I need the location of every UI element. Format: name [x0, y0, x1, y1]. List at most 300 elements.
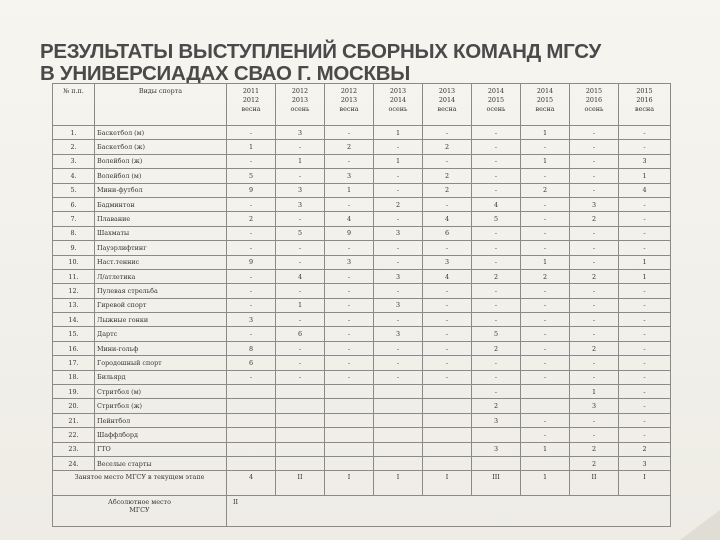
header-season-part: осень — [388, 105, 408, 113]
result-cell: - — [423, 356, 472, 370]
result-cell: - — [227, 269, 276, 283]
result-cell: - — [521, 327, 570, 341]
result-cell: 3 — [423, 255, 472, 269]
result-cell: 5 — [472, 212, 521, 226]
row-sport: Мини-гольф — [95, 341, 227, 355]
result-cell: - — [570, 370, 619, 384]
table-row — [53, 428, 671, 442]
result-cell: 5 — [472, 327, 521, 341]
row-sport: Дартс — [95, 327, 227, 341]
result-cell: - — [423, 298, 472, 312]
result-cell: - — [423, 197, 472, 211]
result-cell: - — [619, 399, 671, 413]
corner-decoration-icon — [660, 500, 720, 540]
table-row — [53, 370, 671, 384]
result-cell: 8 — [227, 341, 276, 355]
header-season-part: 2015 — [536, 96, 554, 104]
result-cell: - — [570, 140, 619, 154]
row-sport: Баскетбол (ж) — [95, 140, 227, 154]
table-row — [53, 356, 671, 370]
header-season-part: 2016 — [585, 96, 603, 104]
result-cell — [423, 413, 472, 427]
table-row — [53, 154, 671, 168]
header-season-8 — [570, 84, 619, 126]
table-row — [53, 313, 671, 327]
result-cell: 4 — [423, 212, 472, 226]
result-cell: - — [472, 284, 521, 298]
result-cell: - — [227, 197, 276, 211]
row-sport: Бадминтон — [95, 197, 227, 211]
row-number: 20. — [53, 399, 95, 413]
absolute-label: Абсолютное место МГСУ — [108, 498, 171, 515]
result-cell: - — [423, 241, 472, 255]
result-cell: - — [472, 241, 521, 255]
result-cell: - — [325, 327, 374, 341]
result-cell: 2 — [472, 269, 521, 283]
result-cell: - — [619, 298, 671, 312]
place-cell: I — [374, 471, 423, 496]
result-cell: 4 — [619, 183, 671, 197]
result-cell — [276, 456, 325, 470]
header-season-part: 2015 — [585, 87, 603, 95]
result-cell — [374, 428, 423, 442]
result-cell: - — [227, 327, 276, 341]
result-cell: 1 — [521, 442, 570, 456]
row-number: 5. — [53, 183, 95, 197]
result-cell — [521, 399, 570, 413]
row-number: 6. — [53, 197, 95, 211]
result-cell: 3 — [570, 197, 619, 211]
result-cell: 1 — [374, 154, 423, 168]
result-cell: 2 — [570, 456, 619, 470]
result-cell: - — [521, 341, 570, 355]
result-cell: - — [325, 126, 374, 140]
result-cell: - — [619, 241, 671, 255]
result-cell: - — [521, 356, 570, 370]
result-cell: - — [276, 370, 325, 384]
result-cell: - — [570, 154, 619, 168]
place-cell: 1 — [521, 471, 570, 496]
result-cell: - — [276, 313, 325, 327]
result-cell: - — [374, 169, 423, 183]
header-season-part: весна — [437, 105, 457, 113]
result-cell — [325, 456, 374, 470]
row-number: 7. — [53, 212, 95, 226]
row-sport: ГТО — [95, 442, 227, 456]
header-season-9 — [619, 84, 671, 126]
result-cell: 3 — [472, 413, 521, 427]
result-cell: - — [325, 341, 374, 355]
result-cell: 1 — [227, 140, 276, 154]
result-cell: 1 — [276, 154, 325, 168]
result-cell: - — [374, 140, 423, 154]
result-cell: 3 — [619, 456, 671, 470]
result-cell: - — [570, 183, 619, 197]
result-cell — [276, 428, 325, 442]
result-cell: 3 — [325, 169, 374, 183]
place-cell: I — [619, 471, 671, 496]
result-cell — [325, 385, 374, 399]
result-cell — [276, 413, 325, 427]
header-season-part: 2012 — [242, 96, 260, 104]
result-cell: - — [423, 126, 472, 140]
result-cell: 3 — [325, 255, 374, 269]
row-number: 18. — [53, 370, 95, 384]
header-num: № п.п. — [53, 84, 95, 126]
row-number: 11. — [53, 269, 95, 283]
result-cell: - — [570, 284, 619, 298]
table-row — [53, 327, 671, 341]
result-cell: - — [570, 356, 619, 370]
result-cell: - — [374, 313, 423, 327]
row-number: 10. — [53, 255, 95, 269]
table-row — [53, 140, 671, 154]
result-cell: 1 — [521, 255, 570, 269]
result-cell: - — [423, 154, 472, 168]
result-cell: 2 — [227, 212, 276, 226]
header-season-part: 2011 — [242, 87, 260, 95]
row-sport: Бильярд — [95, 370, 227, 384]
result-cell: 3 — [374, 298, 423, 312]
table-row — [53, 399, 671, 413]
result-cell: - — [570, 169, 619, 183]
result-cell: - — [570, 413, 619, 427]
result-cell: - — [276, 140, 325, 154]
header-season-4 — [374, 84, 423, 126]
result-cell — [472, 428, 521, 442]
result-cell: 6 — [423, 226, 472, 240]
row-number: 21. — [53, 413, 95, 427]
result-cell — [521, 456, 570, 470]
result-cell: - — [570, 298, 619, 312]
title-line-2: В УНИВЕРСИАДАХ СВАО Г. МОСКВЫ — [40, 62, 411, 85]
table-row — [53, 269, 671, 283]
table-row — [53, 226, 671, 240]
result-cell: 2 — [472, 399, 521, 413]
result-cell: 2 — [521, 269, 570, 283]
result-cell: - — [521, 370, 570, 384]
result-cell: - — [325, 313, 374, 327]
result-cell: - — [619, 370, 671, 384]
result-cell: 1 — [619, 169, 671, 183]
header-season-part: 2014 — [487, 87, 505, 95]
row-number: 23. — [53, 442, 95, 456]
row-sport: Шаффлборд — [95, 428, 227, 442]
result-cell: - — [472, 126, 521, 140]
header-season-part: 2013 — [438, 87, 456, 95]
header-season-part: осень — [290, 105, 310, 113]
row-number: 8. — [53, 226, 95, 240]
result-cell — [423, 456, 472, 470]
header-sport: Виды спорта — [95, 84, 227, 126]
row-number: 13. — [53, 298, 95, 312]
result-cell: 9 — [227, 183, 276, 197]
result-cell: - — [521, 298, 570, 312]
row-number: 19. — [53, 385, 95, 399]
result-cell: - — [227, 284, 276, 298]
row-sport: Волейбол (ж) — [95, 154, 227, 168]
result-cell: - — [276, 341, 325, 355]
result-cell: - — [227, 154, 276, 168]
result-cell: - — [570, 313, 619, 327]
result-cell: - — [619, 197, 671, 211]
place-cell: I — [423, 471, 472, 496]
result-cell: 2 — [619, 442, 671, 456]
absolute-row — [53, 496, 671, 527]
result-cell: - — [570, 428, 619, 442]
result-cell: - — [374, 284, 423, 298]
result-cell: 1 — [374, 126, 423, 140]
table-row — [53, 183, 671, 197]
row-sport: Городошный спорт — [95, 356, 227, 370]
result-cell: - — [619, 385, 671, 399]
result-cell: 9 — [325, 226, 374, 240]
result-cell: - — [619, 341, 671, 355]
row-number: 24. — [53, 456, 95, 470]
result-cell: 3 — [276, 126, 325, 140]
result-cell — [374, 442, 423, 456]
result-cell: 3 — [374, 269, 423, 283]
result-cell: 3 — [374, 327, 423, 341]
header-season-part: 2012 — [340, 87, 358, 95]
row-sport: Лыжные гонки — [95, 313, 227, 327]
result-cell: - — [472, 356, 521, 370]
row-number: 12. — [53, 284, 95, 298]
result-cell: - — [325, 269, 374, 283]
row-sport: Гиревой спорт — [95, 298, 227, 312]
row-sport: Пейнтбол — [95, 413, 227, 427]
place-cell: III — [472, 471, 521, 496]
table-row — [53, 442, 671, 456]
table-row — [53, 284, 671, 298]
result-cell: - — [521, 428, 570, 442]
result-cell: - — [423, 313, 472, 327]
result-cell: - — [227, 370, 276, 384]
result-cell: 4 — [472, 197, 521, 211]
result-cell — [374, 399, 423, 413]
result-cell: 3 — [570, 399, 619, 413]
result-cell: 1 — [619, 269, 671, 283]
result-cell: 6 — [227, 356, 276, 370]
result-cell: - — [227, 298, 276, 312]
result-cell: - — [374, 183, 423, 197]
result-cell — [227, 442, 276, 456]
result-cell — [374, 385, 423, 399]
result-cell: - — [570, 241, 619, 255]
table-row — [53, 126, 671, 140]
place-cell: 4 — [227, 471, 276, 496]
result-cell — [227, 413, 276, 427]
header-season-part: осень — [486, 105, 506, 113]
result-cell: - — [472, 226, 521, 240]
header-season-3 — [325, 84, 374, 126]
table-row — [53, 212, 671, 226]
result-cell: 3 — [276, 183, 325, 197]
result-cell: 4 — [423, 269, 472, 283]
place-cell: I — [325, 471, 374, 496]
result-cell: - — [472, 298, 521, 312]
result-cell: - — [374, 341, 423, 355]
row-number: 4. — [53, 169, 95, 183]
header-season-part: весна — [535, 105, 555, 113]
row-sport: Стритбол (ж) — [95, 399, 227, 413]
results-table — [52, 83, 671, 527]
result-cell: - — [374, 241, 423, 255]
result-cell: - — [423, 341, 472, 355]
row-number: 3. — [53, 154, 95, 168]
table-row — [53, 456, 671, 470]
result-cell: - — [227, 241, 276, 255]
table-row — [53, 413, 671, 427]
header-season-part: весна — [634, 105, 655, 113]
result-cell: - — [521, 212, 570, 226]
result-cell: 2 — [423, 140, 472, 154]
result-cell: - — [521, 169, 570, 183]
row-sport: Пулевая стрельба — [95, 284, 227, 298]
row-number: 1. — [53, 126, 95, 140]
result-cell: - — [521, 241, 570, 255]
result-cell: 3 — [374, 226, 423, 240]
row-number: 15. — [53, 327, 95, 341]
header-season-part: 2013 — [389, 87, 407, 95]
result-cell: - — [276, 255, 325, 269]
header-season-part: 2014 — [438, 96, 456, 104]
result-cell: 3 — [276, 197, 325, 211]
result-cell: - — [521, 284, 570, 298]
header-season-part: 2012 — [291, 87, 309, 95]
header-season-2 — [276, 84, 325, 126]
table-row — [53, 385, 671, 399]
row-number: 17. — [53, 356, 95, 370]
result-cell: - — [619, 140, 671, 154]
result-cell: - — [276, 212, 325, 226]
header-season-5 — [423, 84, 472, 126]
result-cell: 3 — [472, 442, 521, 456]
result-cell: - — [521, 313, 570, 327]
place-label: Занятое место МГСУ в текущем этапе — [53, 471, 227, 496]
header-season-part: осень — [584, 105, 604, 113]
result-cell: - — [423, 327, 472, 341]
result-cell: - — [423, 284, 472, 298]
result-cell — [325, 413, 374, 427]
result-cell: - — [325, 197, 374, 211]
header-season-part: 2015 — [636, 87, 653, 95]
place-cell: II — [276, 471, 325, 496]
result-cell: 2 — [570, 341, 619, 355]
result-cell — [276, 442, 325, 456]
result-cell: - — [619, 212, 671, 226]
result-cell: - — [472, 154, 521, 168]
result-cell: - — [472, 255, 521, 269]
row-sport: Плавание — [95, 212, 227, 226]
result-cell: - — [276, 241, 325, 255]
result-cell: 4 — [276, 269, 325, 283]
result-cell: 2 — [570, 442, 619, 456]
title-line-1: РЕЗУЛЬТАТЫ ВЫСТУПЛЕНИЙ СБОРНЫХ КОМАНД МГСУ — [40, 40, 601, 63]
result-cell: 1 — [276, 298, 325, 312]
result-cell: - — [276, 169, 325, 183]
header-season-6 — [472, 84, 521, 126]
table-row — [53, 341, 671, 355]
result-cell: - — [619, 226, 671, 240]
header-season-part: 2014 — [536, 87, 554, 95]
result-cell: - — [570, 226, 619, 240]
result-cell: - — [325, 241, 374, 255]
result-cell — [227, 428, 276, 442]
result-cell: 3 — [227, 313, 276, 327]
table-row — [53, 298, 671, 312]
result-cell — [472, 456, 521, 470]
result-cell: - — [521, 413, 570, 427]
result-cell: - — [570, 126, 619, 140]
result-cell: 2 — [570, 212, 619, 226]
row-sport: Пауэрлифтинг — [95, 241, 227, 255]
result-cell — [423, 399, 472, 413]
result-cell — [276, 399, 325, 413]
result-cell: - — [619, 284, 671, 298]
result-cell: 2 — [325, 140, 374, 154]
table-row — [53, 169, 671, 183]
header-season-7 — [521, 84, 570, 126]
result-cell: - — [619, 413, 671, 427]
result-cell — [325, 399, 374, 413]
header-season-part: 2016 — [636, 96, 653, 104]
row-sport: Стритбол (м) — [95, 385, 227, 399]
title-block — [22, 4, 622, 84]
result-cell — [325, 442, 374, 456]
result-cell: - — [472, 385, 521, 399]
result-cell: - — [325, 370, 374, 384]
result-cell: 6 — [276, 327, 325, 341]
result-cell: - — [619, 428, 671, 442]
row-sport: Мини-футбол — [95, 183, 227, 197]
result-cell — [521, 385, 570, 399]
result-cell — [276, 385, 325, 399]
result-cell: - — [325, 284, 374, 298]
absolute-value: II — [227, 496, 671, 527]
row-sport: Наст.теннис — [95, 255, 227, 269]
header-season-part: 2013 — [291, 96, 309, 104]
result-cell — [374, 456, 423, 470]
result-cell: 2 — [570, 269, 619, 283]
result-cell — [374, 413, 423, 427]
result-cell: 5 — [276, 226, 325, 240]
result-cell: - — [619, 327, 671, 341]
row-number: 22. — [53, 428, 95, 442]
result-cell — [325, 428, 374, 442]
place-row — [53, 471, 671, 496]
result-cell: - — [374, 212, 423, 226]
result-cell: - — [374, 356, 423, 370]
header-season-part: весна — [241, 105, 261, 113]
result-cell: - — [227, 226, 276, 240]
header-season-1 — [227, 84, 276, 126]
result-cell: - — [276, 284, 325, 298]
result-cell: - — [619, 356, 671, 370]
result-cell — [227, 399, 276, 413]
table-row — [53, 255, 671, 269]
result-cell: - — [472, 183, 521, 197]
header-season-part: 2013 — [340, 96, 358, 104]
result-cell: 1 — [325, 183, 374, 197]
result-cell: 3 — [619, 154, 671, 168]
result-cell: 1 — [570, 385, 619, 399]
row-number: 9. — [53, 241, 95, 255]
result-cell: - — [325, 356, 374, 370]
result-cell: 1 — [619, 255, 671, 269]
result-cell: - — [325, 298, 374, 312]
result-cell — [423, 428, 472, 442]
